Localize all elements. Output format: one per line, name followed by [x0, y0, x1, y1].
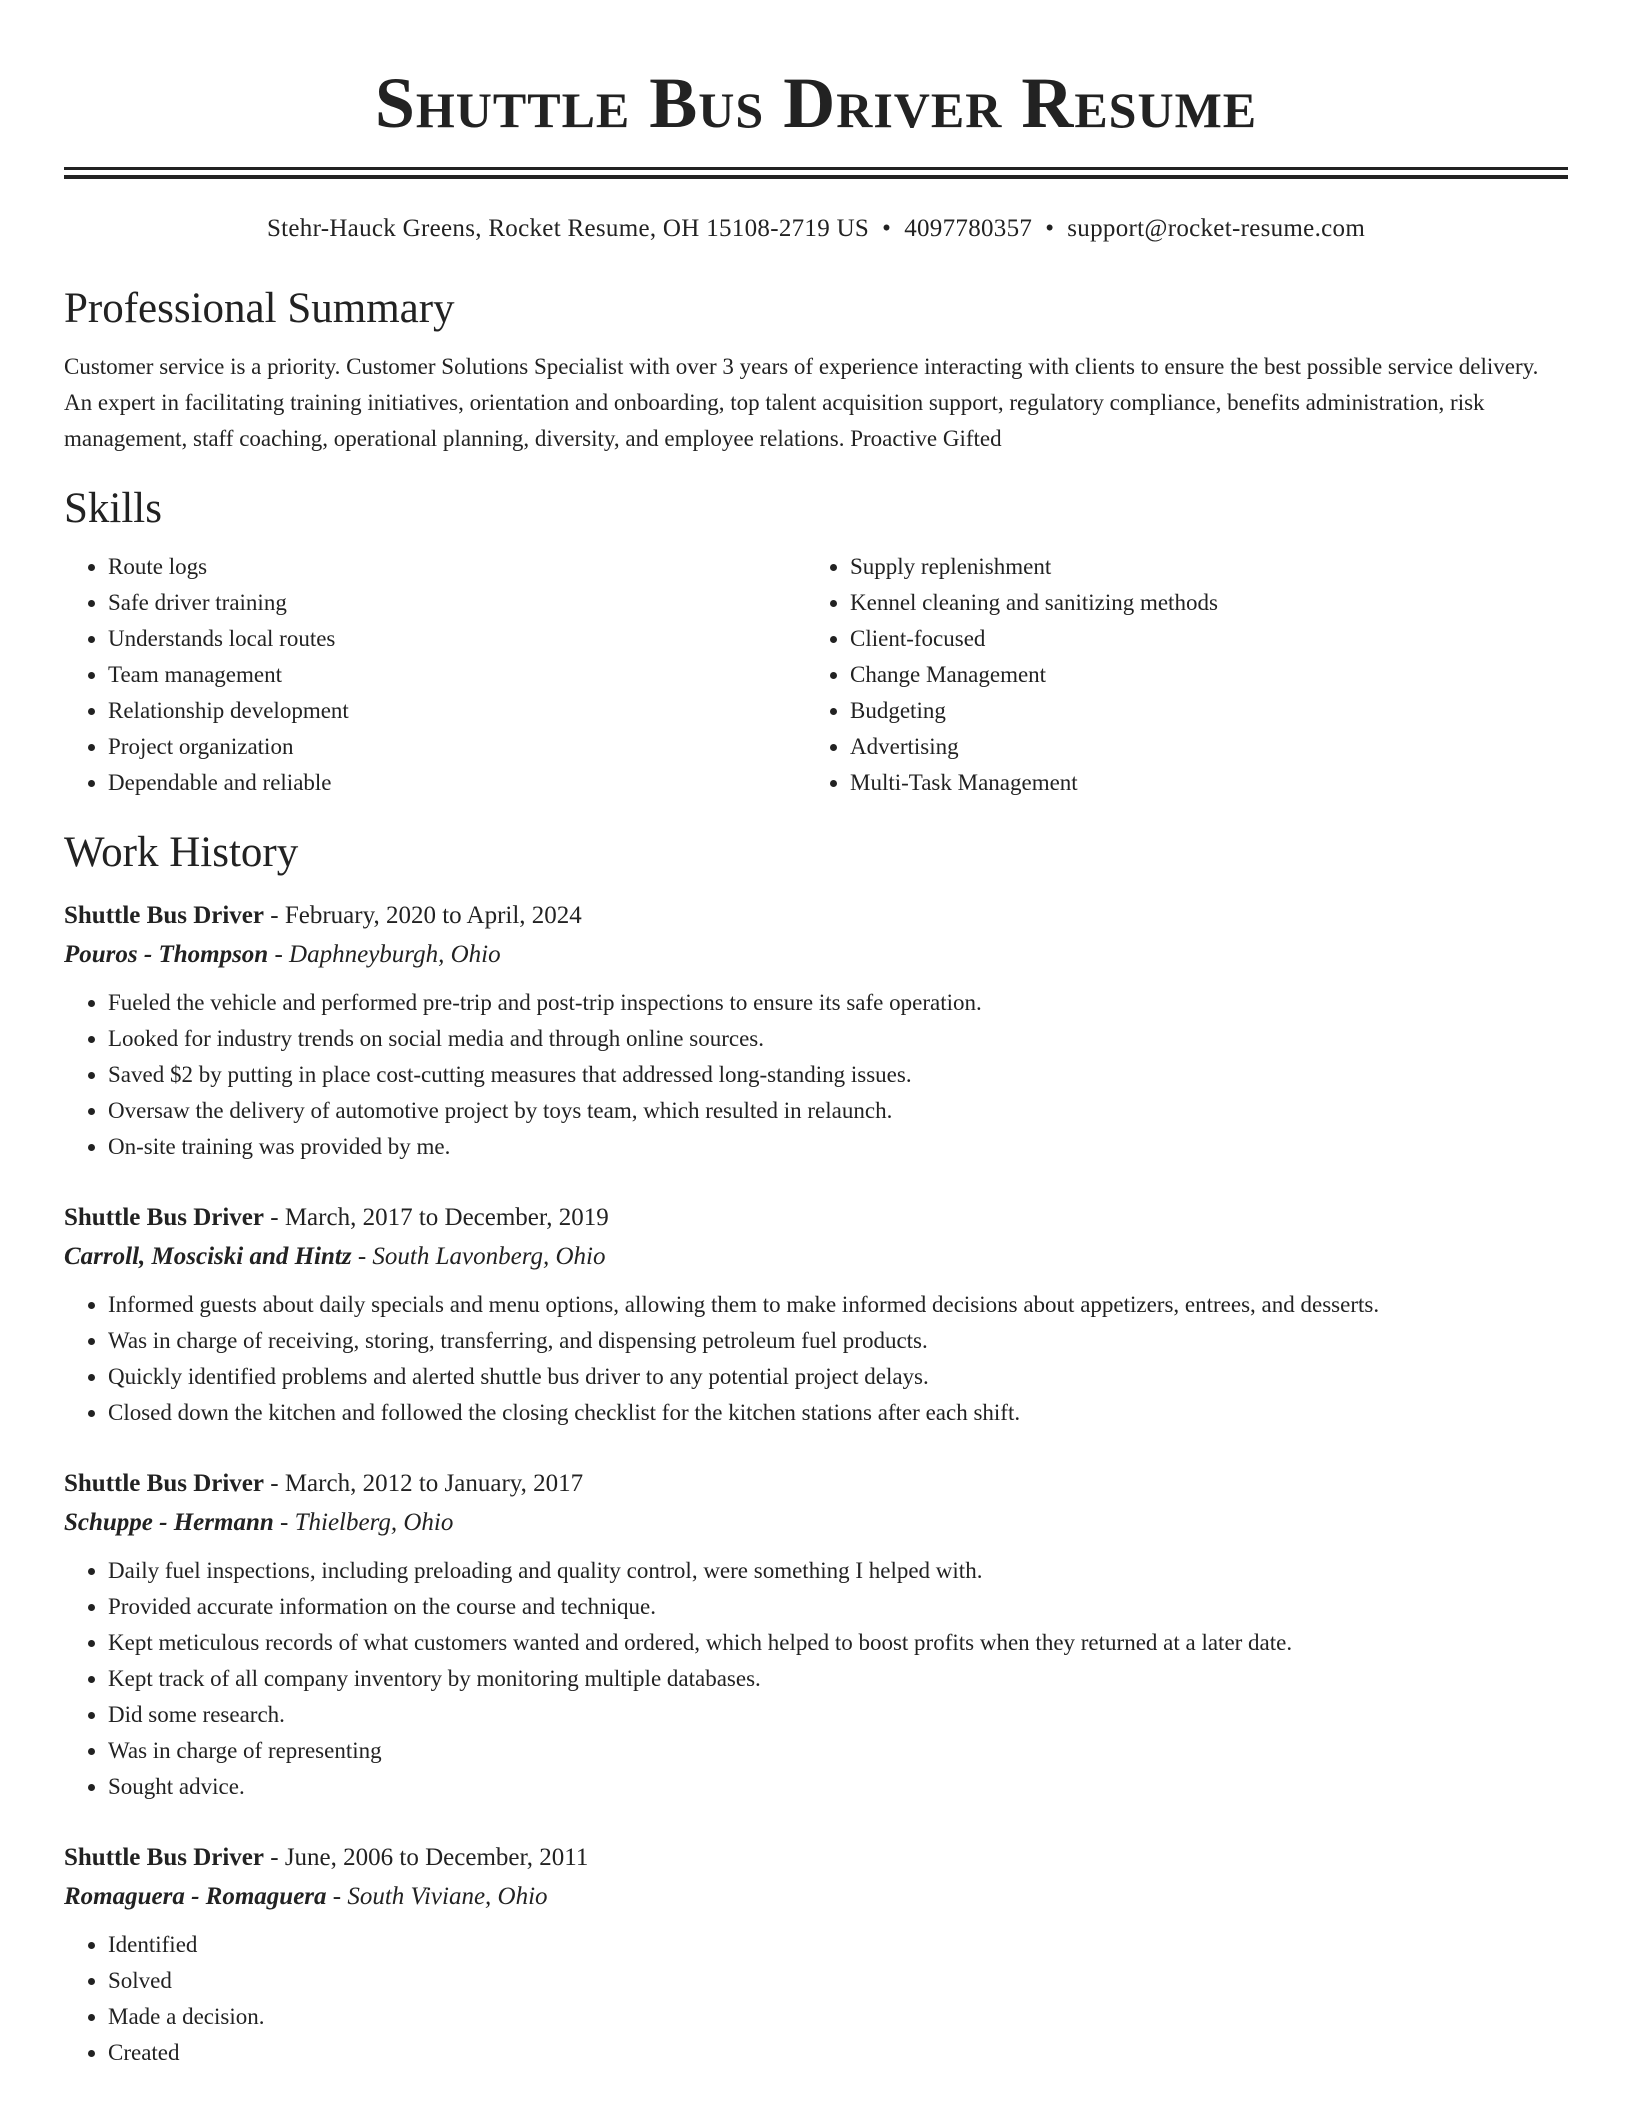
- title-rule-top: [64, 167, 1568, 170]
- job-bullet: • Provided accurate information on the course and technique.: [108, 1589, 1568, 1625]
- job-bullet: • Made a decision.: [108, 1999, 1568, 2035]
- job-company: Romaguera - Romaguera: [64, 1883, 327, 1910]
- job-location: - Thielberg, Ohio: [273, 1509, 454, 1536]
- skill-item: • Relationship development: [108, 693, 806, 729]
- job-title-line: [64, 1839, 1568, 1877]
- job-title: Shuttle Bus Driver: [64, 1204, 264, 1231]
- job-dates: - June, 2006 to December, 2011: [264, 1844, 589, 1871]
- job-title: Shuttle Bus Driver: [64, 902, 264, 929]
- job-bullet: • On-site training was provided by me.: [108, 1129, 1568, 1165]
- skill-item: • Change Management: [850, 657, 1548, 693]
- skill-item: • Budgeting: [850, 693, 1548, 729]
- skill-item: • Kennel cleaning and sanitizing methods: [850, 585, 1548, 621]
- job-bullet: • Kept track of all company inventory by monitoring multiple databases.: [108, 1661, 1568, 1697]
- skill-item: • Route logs: [108, 549, 806, 585]
- job-bullet: • Was in charge of representing: [108, 1733, 1568, 1769]
- job-dates: - March, 2012 to January, 2017: [264, 1470, 584, 1497]
- skill-item: • Safe driver training: [108, 585, 806, 621]
- job-title-line: [64, 1465, 1568, 1503]
- summary-text: Customer service is a priority. Customer Solutions Specialist with over 3 years of experience interacting with clients to ensure the best possible service delivery. An expert in facilitating training initiatives, orientation and onboarding, top talent acquisition support, regulatory compliance, benefits administration, risk management, staff coaching, operational planning, diversity, and employee relations. Proactive Gifted: [64, 354, 1539, 451]
- job-location: - South Lavonberg, Ohio: [351, 1243, 606, 1270]
- job-bullets: [64, 985, 1568, 1165]
- skill-item: • Understands local routes: [108, 621, 806, 657]
- resume-title: Shuttle Bus Driver Resume: [374, 63, 1258, 143]
- job-bullet: • Kept meticulous records of what customers wanted and ordered, which helped to boost profits when they returned at a later date.: [108, 1625, 1568, 1661]
- job-bullets: [64, 1927, 1568, 2071]
- job-dates: - March, 2017 to December, 2019: [264, 1204, 609, 1231]
- skills-columns: [64, 549, 1568, 801]
- job-bullet: • Saved $2 by putting in place cost-cutting measures that addressed long-standing issues.: [108, 1057, 1568, 1093]
- skill-item: • Team management: [108, 657, 806, 693]
- job-bullet: • Daily fuel inspections, including preloading and quality control, were something I helped with.: [108, 1553, 1568, 1589]
- job-company: Schuppe - Hermann: [64, 1509, 274, 1536]
- summary-heading: Professional Summary: [64, 285, 455, 332]
- job-dates: - February, 2020 to April, 2024: [264, 902, 582, 929]
- job-bullet: • Informed guests about daily specials and menu options, allowing them to make informed decisions about appetizers, entrees, and desserts.: [108, 1287, 1568, 1323]
- job-bullet: • Was in charge of receiving, storing, transferring, and dispensing petroleum fuel products.: [108, 1323, 1568, 1359]
- skill-item: • Client-focused: [850, 621, 1548, 657]
- job-location: - South Viviane, Ohio: [326, 1883, 548, 1910]
- job-entry: [64, 1839, 1568, 2071]
- job-bullet: • Oversaw the delivery of automotive project by toys team, which resulted in relaunch.: [108, 1093, 1568, 1129]
- job-bullet: • Did some research.: [108, 1697, 1568, 1733]
- job-title-line: [64, 1199, 1568, 1237]
- contact-line: [64, 213, 1568, 245]
- job-bullet: • Looked for industry trends on social media and through online sources.: [108, 1021, 1568, 1057]
- job-location: - Daphneyburgh, Ohio: [268, 941, 501, 968]
- work-history-heading: Work History: [64, 829, 299, 876]
- skill-item: • Project organization: [108, 729, 806, 765]
- job-bullet: • Sought advice.: [108, 1769, 1568, 1805]
- job-company-line: [64, 1877, 1568, 1917]
- job-bullet: • Fueled the vehicle and performed pre-trip and post-trip inspections to ensure its safe operation.: [108, 985, 1568, 1021]
- job-title: Shuttle Bus Driver: [64, 1470, 264, 1497]
- job-bullet: • Quickly identified problems and alerted shuttle bus driver to any potential project delays.: [108, 1359, 1568, 1395]
- contact-address: Stehr-Hauck Greens, Rocket Resume, OH 15108-2719 US: [266, 215, 870, 242]
- job-company: Pouros - Thompson: [64, 941, 269, 968]
- job-entry: [64, 1199, 1568, 1431]
- job-entry: [64, 1465, 1568, 1805]
- job-title-line: [64, 897, 1568, 935]
- job-title: Shuttle Bus Driver: [64, 1844, 264, 1871]
- job-bullet: • Closed down the kitchen and followed the closing checklist for the kitchen stations after each shift.: [108, 1395, 1568, 1431]
- job-company-line: [64, 1237, 1568, 1277]
- job-bullets: [64, 1287, 1568, 1431]
- skill-item: • Dependable and reliable: [108, 765, 806, 801]
- job-company: Carroll, Mosciski and Hintz: [64, 1243, 352, 1270]
- title-rule-bottom: [64, 175, 1568, 179]
- job-bullets: [64, 1553, 1568, 1805]
- skill-item: • Advertising: [850, 729, 1548, 765]
- skills-list-right: [806, 549, 1548, 801]
- contact-email: support@rocket-resume.com: [1067, 215, 1366, 242]
- job-bullet: • Identified: [108, 1927, 1568, 1963]
- skills-list-left: [64, 549, 806, 801]
- skills-heading: Skills: [64, 485, 162, 532]
- skill-item: • Supply replenishment: [850, 549, 1548, 585]
- job-bullet: • Created: [108, 2035, 1568, 2071]
- job-bullet: • Solved: [108, 1963, 1568, 1999]
- contact-phone: 4097780357: [904, 215, 1033, 242]
- contact-separator: •: [1045, 215, 1055, 242]
- job-company-line: [64, 1503, 1568, 1543]
- contact-separator: •: [882, 215, 892, 242]
- job-entry: [64, 897, 1568, 1165]
- job-company-line: [64, 935, 1568, 975]
- skill-item: • Multi-Task Management: [850, 765, 1548, 801]
